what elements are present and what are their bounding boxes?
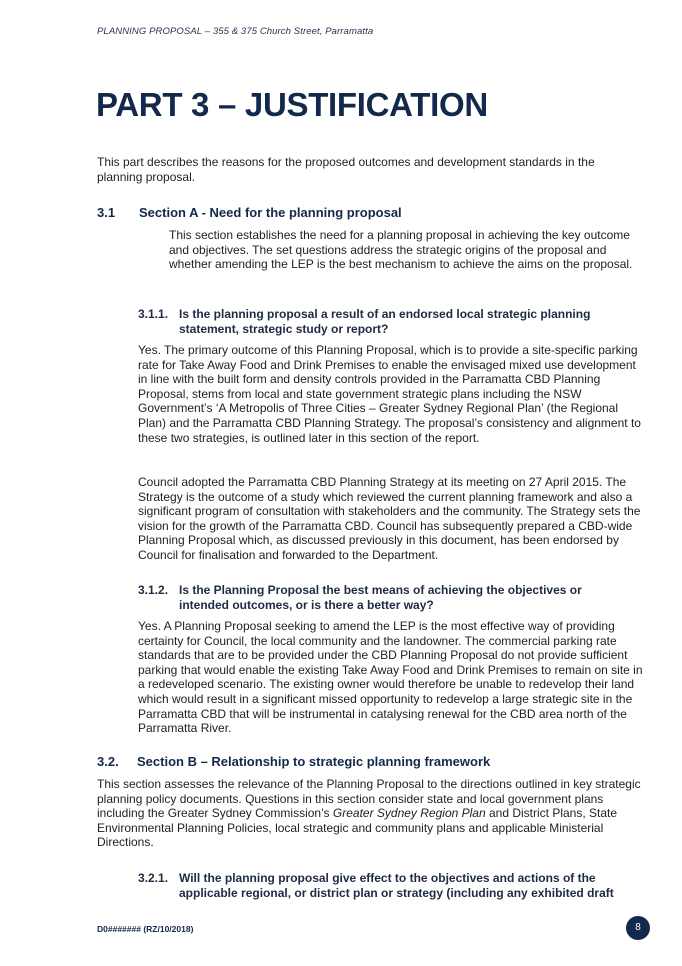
document-reference: D0####### (RZ/10/2018)	[97, 924, 194, 934]
section-title: Section B – Relationship to strategic planning framework	[137, 754, 491, 769]
question-3-2-1-heading	[138, 871, 643, 901]
question-title: Is the Planning Proposal the best means of achieving the objectives or intended outcomes, or is there a better way?	[179, 583, 582, 612]
question-title: Will the planning proposal give effect to the objectives and actions of the applicable regional, or district plan or strategy (including any exhibited draft	[179, 871, 614, 900]
section-number: 3.2.	[97, 754, 119, 769]
part-title: PART 3 – JUSTIFICATION	[96, 86, 488, 123]
italic-title: Greater Sydney Region Plan	[332, 806, 486, 821]
intro-paragraph: This part describes the reasons for the proposed outcomes and development standards in the planning proposal.	[97, 155, 595, 184]
question-3-1-1-paragraph-1: Yes. The primary outcome of this Planning Proposal, which is to provide a site-specific parking rate for Take Away Food and Drink Premises to enable the envisaged mixed use development in line with the built form and density controls provided in the Parramatta CBD Planning Proposal, stems from local and state government strategic plans including the NSW Government’s ‘A Metropolis of Three Cities – Greater Sydney Regional Plan’ (the Regional Plan) and the Parramatta CBD Planning Strategy. The proposal’s consistency and alignment to these two strategies, is outlined later in this section of the report.	[138, 343, 641, 445]
section-3-1-body: This section establishes the need for a planning proposal in achieving the key outcome and objectives. The set questions address the strategic origins of the proposal and whether amending the LEP is the best mechanism to achieve the aims on the proposal.	[169, 228, 633, 272]
question-title: Is the planning proposal a result of an endorsed local strategic planning statement, strategic study or report?	[179, 307, 591, 336]
question-3-1-1-paragraph-2: Council adopted the Parramatta CBD Planning Strategy at its meeting on 27 April 2015. The Strategy is the outcome of a study which reviewed the current planning framework and also a significant program of consultation with stakeholders and the community. The Strategy sets the vision for the growth of the Parramatta CBD. Council has subsequently prepared a CBD-wide Planning Proposal which, as discussed previously in this document, has been endorsed by Council for finalisation and forwarded to the Department.	[138, 475, 641, 562]
section-3-1-heading	[97, 205, 637, 221]
question-number: 3.1.2.	[138, 583, 169, 597]
section-3-2-body	[97, 777, 645, 850]
question-number: 3.2.1.	[138, 871, 169, 885]
section-3-2-heading	[97, 754, 637, 770]
running-header: PLANNING PROPOSAL – 355 & 375 Church Street, Parramatta	[97, 26, 374, 37]
question-3-1-1-heading	[138, 307, 628, 337]
question-number: 3.1.1.	[138, 307, 169, 321]
section-title: Section A - Need for the planning proposal	[139, 205, 402, 220]
body-text: This section assesses the relevance of the Planning Proposal to the directions outlined in key strategic planning policy documents. Questions in this section consider state and local government plans including the Greater Sydney Commission’s	[97, 777, 641, 821]
question-3-1-2-heading	[138, 583, 628, 613]
section-number: 3.1	[97, 205, 116, 220]
page-number-badge: 8	[626, 916, 650, 940]
question-3-1-2-body: Yes. A Planning Proposal seeking to amend the LEP is the most effective way of providing certainty for Council, the local community and the landowner. The commercial parking rate standards that are to be provided under the CBD Planning Proposal do not provide sufficient parking that would enable the existing Take Away Food and Drink Premises to remain on site in a redeveloped scenario. The existing owner would therefore be unable to redevelop their land which would result in a significant missed opportunity to redevelop a large strategic site in the Parramatta CBD that will be instrumental in catalysing renewal for the CBD area north of the Parramatta River.	[138, 619, 643, 736]
body-text: and District Plans, State Environmental Planning Policies, local strategic and community plans and applicable Ministerial Directions.	[97, 806, 618, 850]
